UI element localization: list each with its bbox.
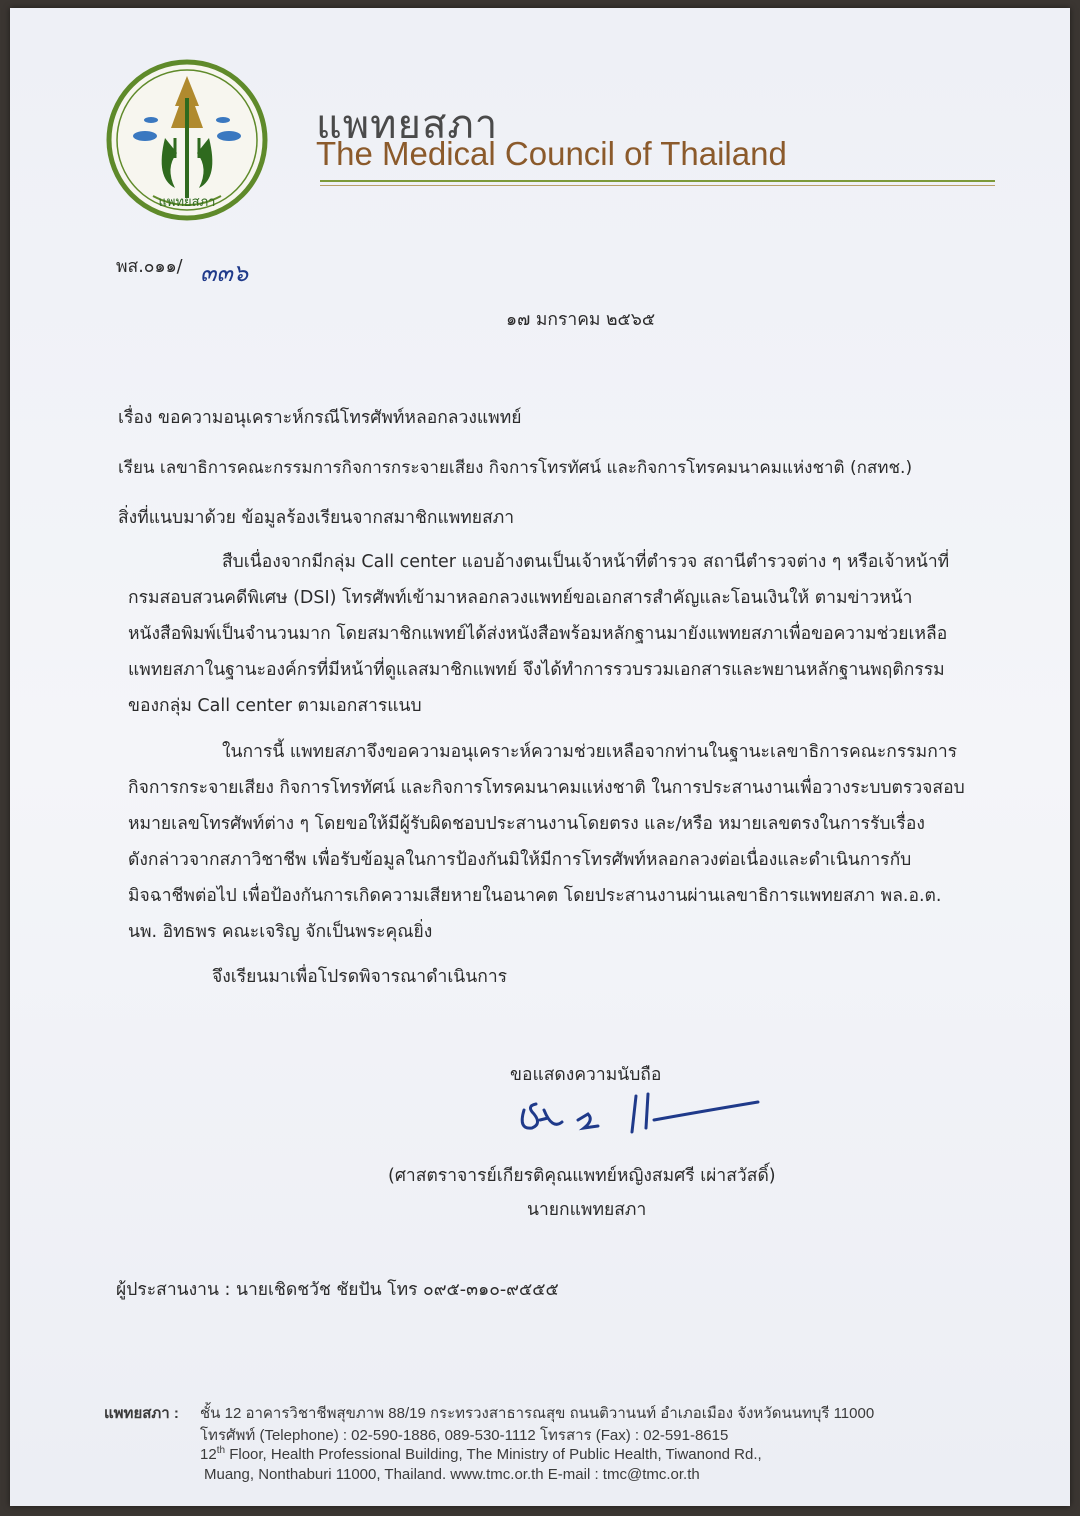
paragraph-line: แพทยสภาในฐานะองค์กรที่มีหน้าที่ดูแลสมาชิกแพทย์ จึงได้ทำการรวบรวมเอกสารและพยานหลักฐานพฤติกรรม: [128, 660, 945, 680]
svg-text:แพทยสภา: แพทยสภา: [158, 195, 216, 210]
paragraph-line: กิจการกระจายเสียง กิจการโทรทัศน์ และกิจการโทรคมนาคมแห่งชาติ ในการประสานงานเพื่อวางระบบตรวจสอบ: [128, 778, 965, 798]
header-rule-green: [320, 180, 995, 182]
council-name-thai: แพทยสภา: [316, 102, 499, 148]
paragraph-line: มิจฉาชีพต่อไป เพื่อป้องกันการเกิดความเสียหายในอนาคต โดยประสานงานผ่านเลขาธิการแพทยสภา พล.อ.ต.: [128, 886, 942, 906]
letter-date: ๑๗ มกราคม ๒๕๖๕: [506, 310, 656, 330]
medical-council-logo: [105, 58, 269, 222]
body-paragraph-2: [128, 734, 970, 950]
header-rule-gold: [320, 185, 995, 186]
regards-line: ขอแสดงความนับถือ: [510, 1065, 662, 1085]
closing-line: จึงเรียนมาเพื่อโปรดพิจารณาดำเนินการ: [212, 967, 508, 987]
paragraph-line: ดังกล่าวจากสภาวิชาชีพ เพื่อรับข้อมูลในการป้องกันมิให้มีการโทรศัพท์หลอกลวงต่อเนื่องและดำเนินการกับ: [128, 850, 912, 870]
paragraph-line: หนังสือพิมพ์เป็นจำนวนมาก โดยสมาชิกแพทย์ได้ส่งหนังสือพร้อมหลักฐานมายังแพทยสภาเพื่อขอความช่วยเหลือ: [128, 624, 948, 644]
signer-title: นายกแพทยสภา: [527, 1200, 647, 1220]
paragraph-line: ของกลุ่ม Call center ตามเอกสารแนบ: [128, 696, 422, 716]
letter-subject: เรื่อง ขอความอนุเคราะห์กรณีโทรศัพท์หลอกลวงแพทย์: [118, 408, 522, 428]
reference-prefix: พส.๐๑๑/: [116, 257, 183, 277]
letter-paper: [10, 8, 1070, 1506]
paragraph-line: หมายเลขโทรศัพท์ต่าง ๆ โดยขอให้มีผู้รับผิดชอบประสานงานโดยตรง และ/หรือ หมายเลขตรงในการรับเรื่อง: [128, 814, 925, 834]
body-paragraph-1: [128, 544, 970, 724]
footer-label: แพทยสภา :: [104, 1405, 179, 1422]
footer-web-email: Muang, Nonthaburi 11000, Thailand. www.tmc.or.th E-mail : tmc@tmc.or.th: [204, 1466, 700, 1483]
footer-floor-number: 12: [200, 1446, 217, 1463]
footer-address-thai: ชั้น 12 อาคารวิชาชีพสุขภาพ 88/19 กระทรวงสาธารณสุข ถนนติวานนท์ อำเภอเมือง จังหวัดนนทบุรี 11000: [200, 1405, 875, 1422]
coordinator-contact: ผู้ประสานงาน : นายเชิดชวัช ชัยปัน โทร ๐๙๕-๓๑๐-๙๕๕๕: [116, 1280, 559, 1300]
footer-floor-suffix: th: [216, 1445, 226, 1456]
signer-name: (ศาสตราจารย์เกียรติคุณแพทย์หญิงสมศรี เผ่าสวัสดิ์): [388, 1166, 776, 1186]
paragraph-line: ในการนี้ แพทยสภาจึงขอความอนุเคราะห์ความช่วยเหลือจากท่านในฐานะเลขาธิการคณะกรรมการ: [222, 742, 958, 762]
paragraph-line: นพ. อิทธพร คณะเจริญ จักเป็นพระคุณยิ่ง: [128, 922, 433, 942]
footer-address-line: Floor, Health Professional Building, The Ministry of Public Health, Tiwanond Rd.,: [225, 1446, 762, 1463]
letter-enclosure: สิ่งที่แนบมาด้วย ข้อมูลร้องเรียนจากสมาชิกแพทยสภา: [118, 508, 515, 528]
handwritten-signature: [518, 1090, 778, 1150]
reference-handwritten-number: ๓๓๖: [200, 259, 249, 287]
letter-recipient: เรียน เลขาธิการคณะกรรมการกิจการกระจายเสียง กิจการโทรทัศน์ และกิจการโทรคมนาคมแห่งชาติ (กสทช.): [118, 458, 913, 478]
paragraph-line: กรมสอบสวนคดีพิเศษ (DSI) โทรศัพท์เข้ามาหลอกลวงแพทย์ขอเอกสารสำคัญและโอนเงินให้ ตามข่าวหน้า: [128, 588, 913, 608]
footer-address-english: [200, 1445, 762, 1463]
footer-phone-fax: โทรศัพท์ (Telephone) : 02-590-1886, 089-530-1112 โทรสาร (Fax) : 02-591-8615: [200, 1427, 729, 1444]
paragraph-line: สืบเนื่องจากมีกลุ่ม Call center แอบอ้างตนเป็นเจ้าหน้าที่ตำรวจ สถานีตำรวจต่าง ๆ หรือเจ้าหน้าที่: [222, 552, 950, 572]
council-name-english: The Medical Council of Thailand: [316, 135, 787, 172]
